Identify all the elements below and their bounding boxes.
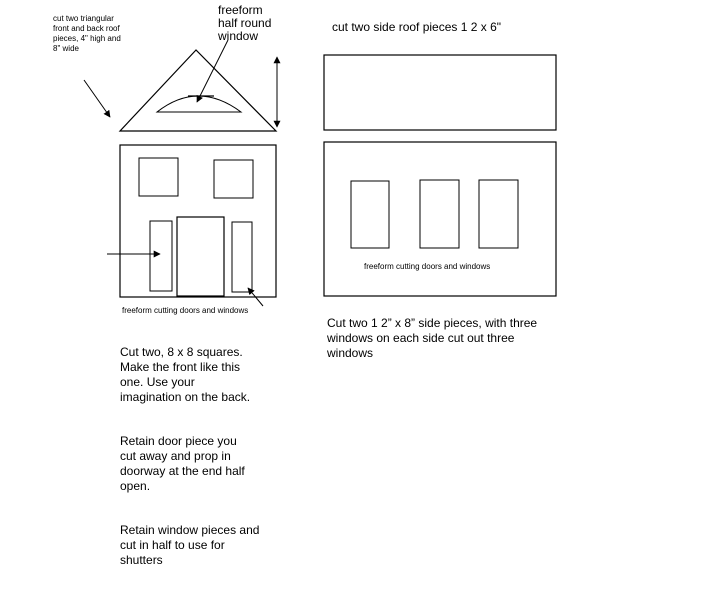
side-roof-piece <box>324 55 556 130</box>
side-roof-note: cut two side roof pieces 1 2 x 6" <box>332 20 502 34</box>
half-round-note-arrow <box>197 40 228 102</box>
front-door <box>177 217 224 296</box>
front-left-tall-window <box>150 221 172 291</box>
front-right-tall-window <box>232 222 252 292</box>
front-upper-left-window <box>139 158 178 196</box>
side-window-right <box>479 180 518 248</box>
front-instructions <box>120 330 310 597</box>
roof-note-arrow <box>84 80 110 117</box>
side-window-left <box>351 181 389 248</box>
roof-triangle-note: cut two triangular front and back roof pieces, 4" high and 8" wide <box>53 14 121 53</box>
front-instruction-3: Retain window pieces and cut in half to use for shutters <box>120 523 260 567</box>
front-upper-right-window <box>214 160 253 198</box>
side-wall-piece <box>324 142 556 296</box>
half-round-window-note: freeform half round window <box>218 3 272 43</box>
front-instruction-2: Retain door piece you cut away and prop in doorway at the end half open. <box>120 434 245 493</box>
side-instructions: Cut two 1 2” x 8” side pieces, with three windows on each side cut out three windows <box>327 316 538 360</box>
side-wall-caption: freeform cutting doors and windows <box>364 262 491 271</box>
front-wall-caption: freeform cutting doors and windows <box>122 306 249 315</box>
roof-triangle-piece <box>120 50 276 131</box>
side-window-middle <box>420 180 459 248</box>
front-instruction-1: Cut two, 8 x 8 squares. Make the front like this one. Use your imagination on the back. <box>120 345 251 404</box>
